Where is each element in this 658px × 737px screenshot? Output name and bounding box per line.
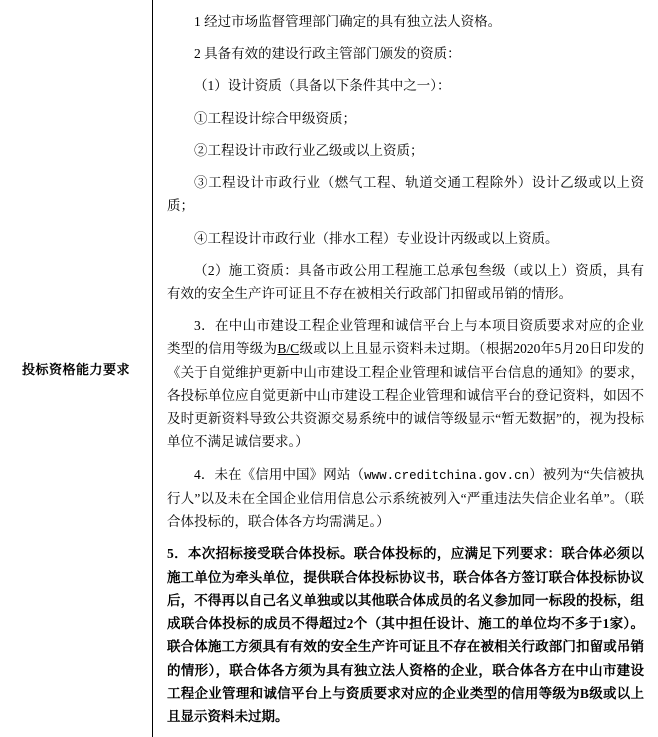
paragraph-item-2-1-c: ③工程设计市政行业（燃气工程、轨道交通工程除外）设计乙级或以上资质； [167, 175, 644, 214]
credit-grade-b: B [277, 341, 287, 357]
credit-grade-separator: / [286, 341, 291, 357]
creditchina-prefix-text: 4．未在《信用中国》网站（ [194, 466, 365, 482]
paragraph-item-2-2: （2）施工资质：具备市政公用工程施工总承包叁级（或以上）资质，具有有效的安全生产许可证且不存在被相关行政部门扣留或吊销的情形。 [167, 262, 644, 301]
creditchina-suffix-text: ）被列为“失信被执行人”以及未在全国企业信用信息公示系统被列入“严重违法失信企业名单”。（联合体投标的，联合体各方均需满足。） [167, 466, 644, 530]
paragraph-item-2-1-a: ①工程设计综合甲级资质； [194, 110, 356, 126]
creditchina-url: www.creditchina.gov.cn [364, 468, 530, 483]
paragraph-item-4 [167, 463, 644, 534]
row-content-qualification-requirements [153, 0, 658, 737]
paragraph-item-1: 1 经过市场监督管理部门确定的具有独立法人资格。 [194, 14, 502, 29]
credit-grade-c: C [290, 341, 300, 357]
credit-suffix-text: 级或以上且显示资料未过期。（根据2020年5月20日印发的《关于自觉维护更新中山市建设工程企业管理和诚信平台信息的通知》的要求，各投标单位应自觉更新中山市建设工程企业管理和诚信平台的登记资料，如因不及时更新资料导致公共资源交易系统中的诚信等级显示“暂无数据”的，视为投标单位不满足诚信要求。） [167, 341, 645, 450]
paragraph-item-2-1-d: ④工程设计市政行业（排水工程）专业设计丙级或以上资质。 [194, 230, 559, 246]
paragraph-item-2-1: （1）设计资质（具备以下条件其中之一）： [194, 78, 451, 94]
paragraph-item-3 [167, 314, 644, 453]
paragraph-item-5: 5．本次招标接受联合体投标。联合体投标的，应满足下列要求：联合体必须以施工单位为牵头单位，提供联合体投标协议书，联合体各方签订联合体投标协议后，不得再以自己名义单独或以其他联合体成员的名义参加同一标段的投标，组成联合体投标的成员不得超过2个（其中担任设计、施工的单位均不多于1家）。联合体施工方须具有有效的安全生产许可证且不存在被相关行政部门扣留或吊销的情形），联合体各方须为具有独立法人资格的企业，联合体各方在中山市建设工程企业管理和诚信平台上与资质要求对应的企业类型的信用等级为B级或以上且显示资料未过期。 [167, 546, 644, 724]
paragraph-item-2-1-b: ②工程设计市政行业乙级或以上资质； [194, 142, 424, 158]
paragraph-item-2: 2 具备有效的建设行政主管部门颁发的资质： [194, 46, 461, 62]
row-label-qualification-requirements: 投标资格能力要求 [0, 0, 153, 737]
credit-prefix-text: 3．在中山市建设工程企业管理和诚信平台上与本项目资质要求对应的企业类型的信用等级为 [167, 318, 644, 357]
